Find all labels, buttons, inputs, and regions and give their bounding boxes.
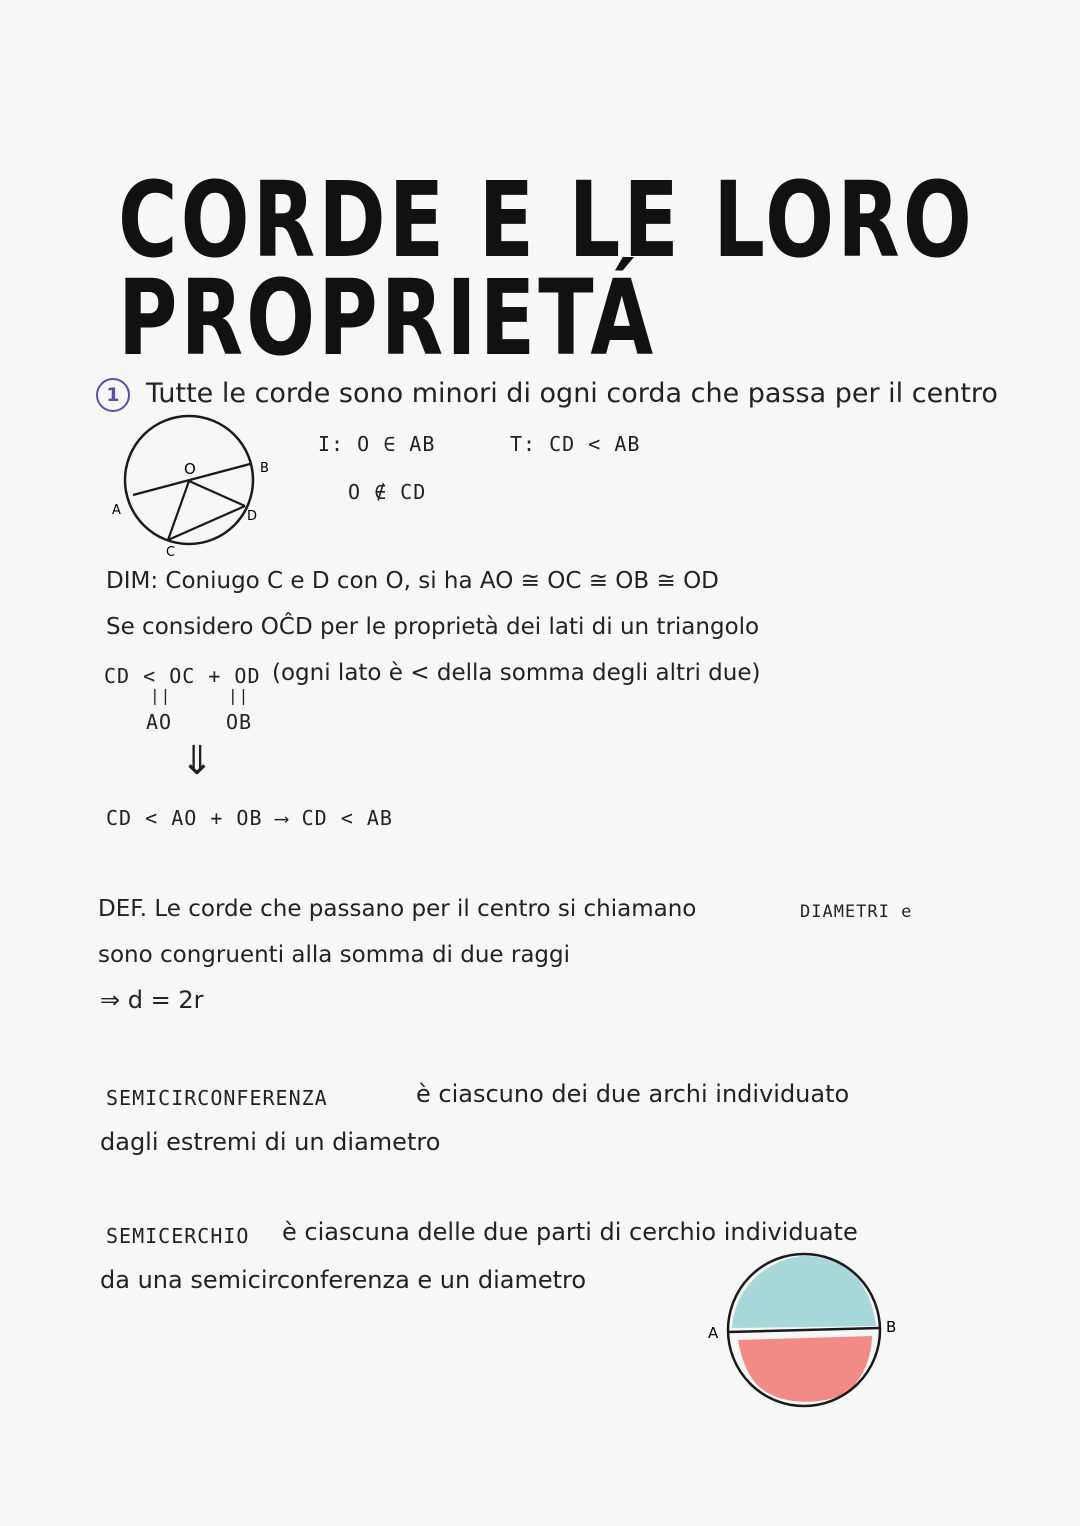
semicircle-diameter	[728, 1328, 880, 1332]
chord-cd	[168, 506, 245, 540]
implies-arrow: ⇓	[180, 738, 214, 784]
segment-od	[189, 481, 245, 506]
title-line-1: CORDE E LE LORO	[118, 159, 975, 281]
label-a: A	[112, 503, 121, 518]
section-number-badge: 1	[96, 378, 130, 412]
semicerchio-text-2: da una semicirconferenza e un diametro	[100, 1266, 587, 1294]
equal-mark-2: ||	[228, 686, 250, 705]
label-o: O	[184, 460, 196, 478]
hypothesis-1: I: O ∈ AB	[318, 432, 436, 456]
proof-line-1: DIM: Coniugo C e D con O, si ha AO ≅ OC ≅ OB ≅ OD	[106, 568, 719, 594]
thesis: T: CD < AB	[510, 432, 641, 456]
semicircle-label-b: B	[886, 1318, 897, 1336]
hypothesis-2: O ∉ CD	[348, 480, 427, 504]
title-line-2: PROPRIETÁ	[118, 257, 657, 379]
semicerchio-term: SEMICERCHIO	[106, 1224, 250, 1248]
semicerchio-text-1: è ciascuna delle due parti di cerchio individuate	[282, 1218, 858, 1246]
semicirconferenza-text-1: è ciascuno dei due archi individuato	[416, 1080, 850, 1108]
upper-semicircle-fill	[732, 1256, 876, 1328]
sub-ob: OB	[226, 710, 253, 734]
label-d: D	[247, 509, 258, 524]
proof-line-2: Se considero OĈD per le proprietà dei lati di un triangolo	[106, 614, 760, 640]
section1-heading: Tutte le corde sono minori di ogni corda che passa per il centro	[146, 378, 998, 409]
proof-line-3-math: CD < OC + OD	[104, 664, 261, 688]
semicircle-label-a: A	[708, 1324, 719, 1342]
label-b: B	[260, 461, 269, 476]
equal-mark-1: ||	[150, 686, 172, 705]
sub-ao: AO	[146, 710, 173, 734]
semicirconferenza-text-2: dagli estremi di un diametro	[100, 1128, 441, 1156]
semicirconferenza-term: SEMICIRCONFERENZA	[106, 1086, 328, 1110]
definition-diametri: DIAMETRI e	[800, 902, 913, 922]
definition-line-1: DEF. Le corde che passano per il centro si chiamano	[98, 896, 697, 922]
semicircle-diagram	[700, 1246, 910, 1416]
label-c: C	[166, 545, 176, 560]
proof-line-3-note: (ogni lato è < della somma degli altri due)	[272, 660, 761, 686]
definition-formula: ⇒ d = 2r	[100, 986, 204, 1014]
definition-line-2: sono congruenti alla somma di due raggi	[98, 942, 571, 968]
chord-circle-diagram	[100, 410, 290, 560]
proof-conclusion: CD < AO + OB ⟶ CD < AB	[106, 806, 393, 830]
